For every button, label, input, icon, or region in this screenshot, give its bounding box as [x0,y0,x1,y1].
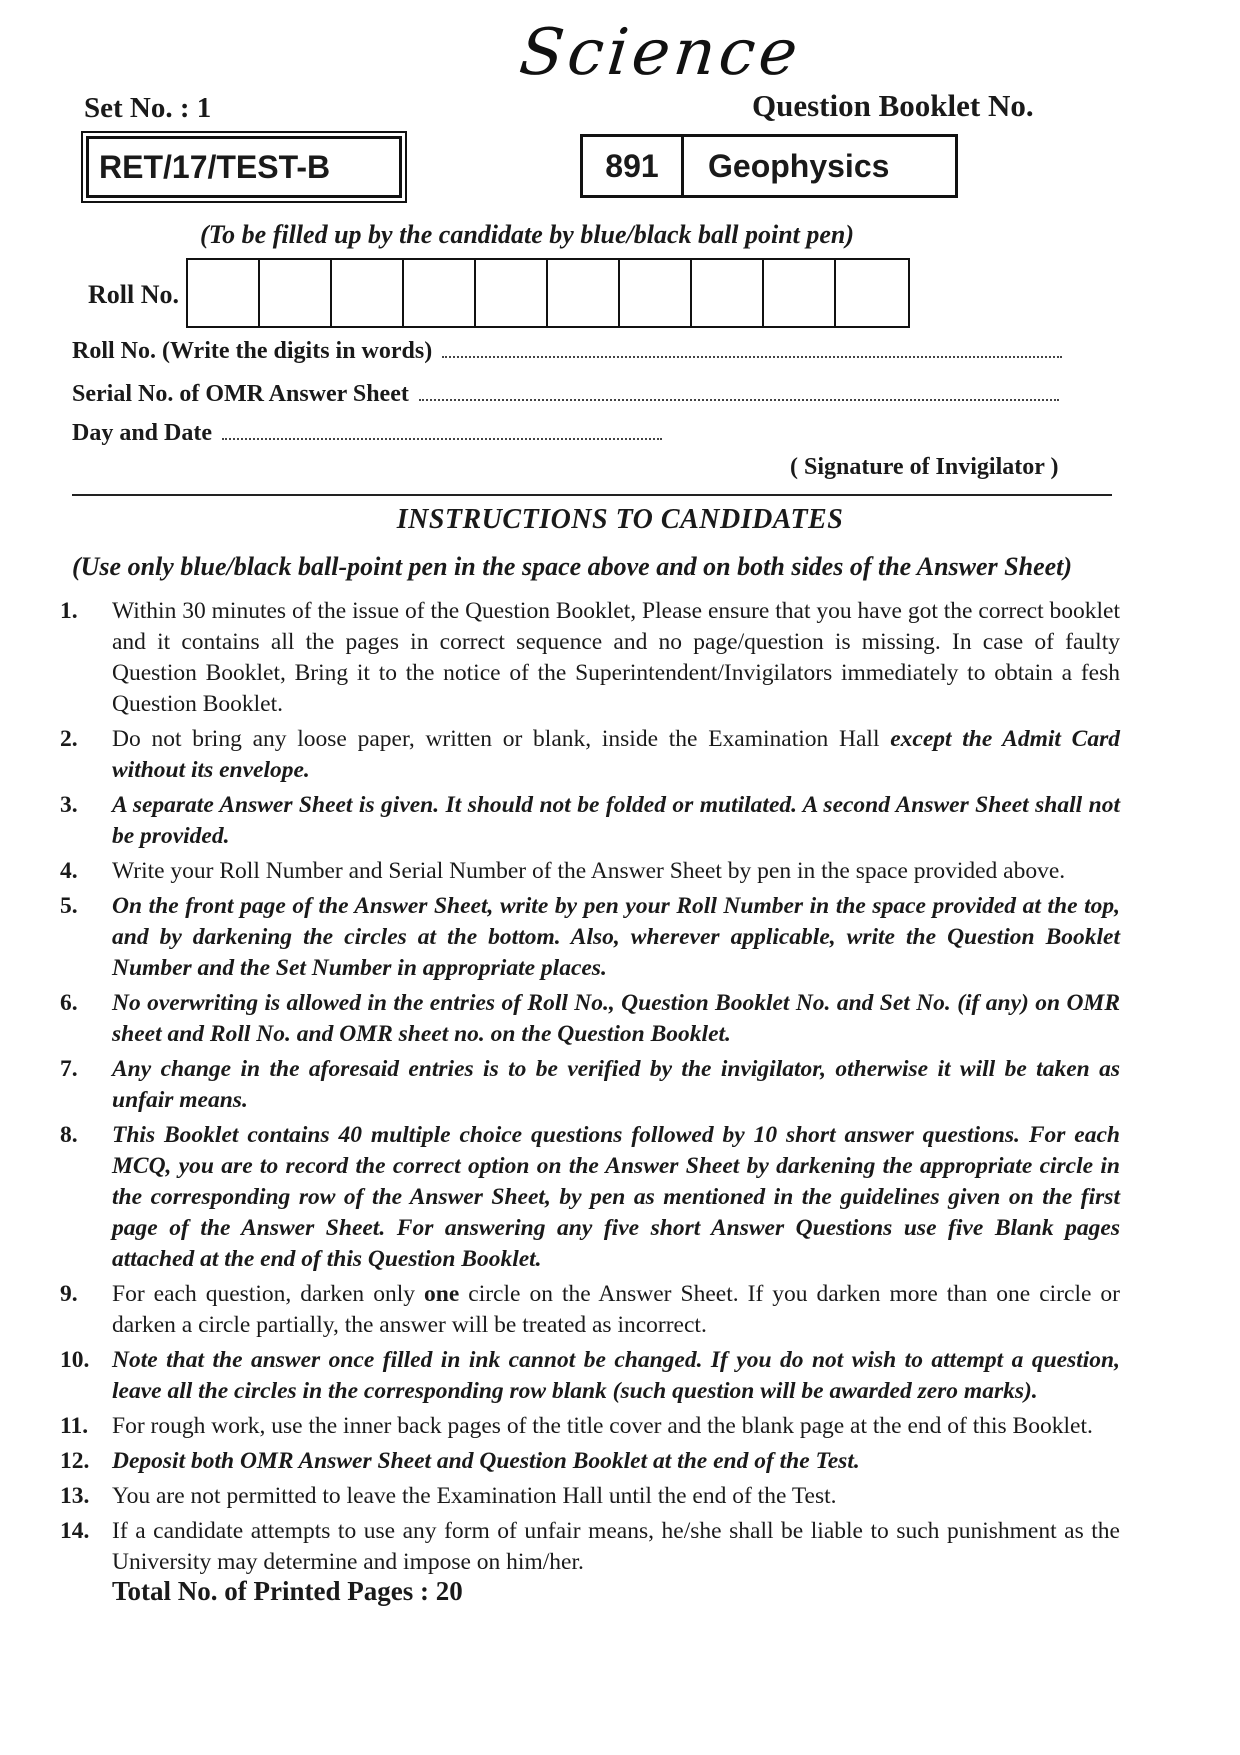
instruction-text [112,724,1120,786]
instruction-text [112,790,1120,852]
instructions-heading: INSTRUCTIONS TO CANDIDATES [396,504,844,535]
instruction-item [60,1481,1120,1512]
instruction-number: 1. [60,598,78,624]
instruction-number: 10. [60,1347,90,1373]
instruction-text-part: If a candidate attempts to use any form of unfair means, he/she shall be liable to such punishment as the University may determine and impose on him/her. [112,1518,1120,1575]
instructions-subheading: (Use only blue/black ball-point pen in the space above and on both sides of the Answer Sheet) [72,552,1073,581]
signature-of-invigilator: ( Signature of Invigilator ) [790,454,1059,480]
instructions-list [60,596,1120,1582]
instruction-text [112,1279,1120,1341]
serial-no-label: Serial No. of OMR Answer Sheet [72,381,409,407]
instruction-number: 3. [60,792,78,818]
divider-line [72,494,1112,496]
roll-no-box[interactable] [764,260,836,326]
instruction-text [112,856,1120,887]
fill-note: (To be filled up by the candidate by blue/black ball point pen) [200,220,855,249]
day-date-field[interactable] [72,420,662,447]
day-date-label: Day and Date [72,420,213,446]
instruction-text-part: Deposit both OMR Answer Sheet and Question Booklet at the end of the Test. [112,1448,860,1474]
instruction-text-part: No overwriting is allowed in the entries of Roll No., Question Booklet No. and Set No. (if any) on OMR sheet and Roll No. and OMR sheet no. on the Question Booklet. [112,990,1120,1047]
roll-no-label: Roll No. [88,280,179,309]
instruction-number: 4. [60,858,78,884]
roll-no-box[interactable] [332,260,404,326]
instruction-number: 14. [60,1518,90,1544]
instruction-text-part: This Booklet contains 40 multiple choice questions followed by 10 short answer questions. For each MCQ, you are to record the correct option on the Answer Sheet by darkening the appropriate circle in the corresponding row of the Answer Sheet, by pen as mentioned in the guidelines given on the first page of the Answer Sheet. For answering any five short Answer Questions use five Blank pages attached at the end of this Question Booklet. [112,1122,1120,1272]
instruction-item [60,724,1120,786]
instruction-text-part: Do not bring any loose paper, written or blank, inside the Examination Hall [112,726,891,752]
instruction-text [112,1411,1120,1442]
roll-no-box[interactable] [548,260,620,326]
subject-box [580,134,958,198]
instruction-text [112,988,1120,1050]
question-booklet-label: Question Booklet No. [752,88,1034,123]
day-date-dotted-line[interactable] [222,437,662,440]
instruction-text-part: Within 30 minutes of the issue of the Question Booklet, Please ensure that you have got the correct booklet and it contains all the pages in correct sequence and no page/question is missing. In case of faulty Question Booklet, Bring it to the notice of the Superintendent/Invigilators immediately to obtain a fesh Question Booklet. [112,598,1120,717]
roll-no-box[interactable] [476,260,548,326]
roll-no-words-field[interactable] [72,338,1062,365]
instruction-item [60,988,1120,1050]
instruction-item [60,1516,1120,1578]
instruction-text [112,596,1120,720]
instruction-text-part: A separate Answer Sheet is given. It should not be folded or mutilated. A second Answer Sheet shall not be provided. [112,792,1120,849]
instruction-item [60,596,1120,720]
total-printed-pages: Total No. of Printed Pages : 20 [112,1576,463,1606]
serial-no-field[interactable] [72,381,1059,408]
instruction-item [60,1446,1120,1477]
instruction-text [112,891,1120,984]
set-number: Set No. : 1 [84,92,212,124]
roll-no-words-label: Roll No. (Write the digits in words) [72,338,433,364]
instruction-number: 11. [60,1413,89,1439]
instruction-number: 12. [60,1448,90,1474]
instruction-number: 13. [60,1483,90,1509]
instruction-text [112,1054,1120,1116]
instruction-item [60,1120,1120,1275]
instruction-number: 2. [60,726,78,752]
instruction-text-part: Note that the answer once filled in ink cannot be changed. If you do not wish to attempt a question, leave all the circles in the corresponding row blank (such question will be awarded zero marks). [112,1347,1120,1404]
roll-no-grid[interactable] [186,258,910,328]
roll-no-box[interactable] [260,260,332,326]
instruction-item [60,1279,1120,1341]
instruction-number: 6. [60,990,78,1016]
instruction-item [60,1054,1120,1116]
instruction-number: 7. [60,1056,78,1082]
subject-code: 891 [583,137,684,195]
roll-no-box[interactable] [404,260,476,326]
instruction-item [60,1411,1120,1442]
instruction-text-part: except the Admit Card without its envelope. [112,726,1120,783]
test-code-box [86,136,402,198]
instruction-text [112,1446,1120,1477]
roll-no-box[interactable] [836,260,908,326]
instruction-item [60,856,1120,887]
handwritten-title: Science [516,16,805,90]
test-code: RET/17/TEST-B [99,149,331,185]
instruction-number: 5. [60,893,78,919]
instruction-text-part: Any change in the aforesaid entries is to be verified by the invigilator, otherwise it will be taken as unfair means. [112,1056,1120,1113]
serial-no-dotted-line[interactable] [419,398,1059,401]
roll-no-box[interactable] [692,260,764,326]
instruction-text [112,1481,1120,1512]
instruction-item [60,1345,1120,1407]
instruction-text [112,1516,1120,1578]
instruction-number: 9. [60,1281,78,1307]
roll-no-box[interactable] [620,260,692,326]
instruction-number: 8. [60,1122,78,1148]
instruction-text-part: For rough work, use the inner back pages of the title cover and the blank page at the end of this Booklet. [112,1413,1093,1439]
instruction-item [60,790,1120,852]
instruction-text [112,1120,1120,1275]
instruction-text-part: circle on the Answer Sheet. If you darken more than one circle or darken a circle partially, the answer will be treated as incorrect. [112,1281,1120,1338]
subject-name: Geophysics [708,148,890,184]
instruction-text [112,1345,1120,1407]
instruction-text-part: You are not permitted to leave the Examination Hall until the end of the Test. [112,1483,837,1509]
roll-no-words-dotted-line[interactable] [442,355,1062,358]
instruction-item [60,891,1120,984]
roll-no-box[interactable] [188,260,260,326]
instruction-text-part: one [424,1281,460,1307]
instruction-text-part: On the front page of the Answer Sheet, write by pen your Roll Number in the space provided at the top, and by darkening the circles at the bottom. Also, wherever applicable, write the Question Booklet Number and the Set Number in appropriate places. [112,893,1120,981]
instruction-text-part: Write your Roll Number and Serial Number of the Answer Sheet by pen in the space provided above. [112,858,1066,884]
instruction-text-part: For each question, darken only [112,1281,424,1307]
